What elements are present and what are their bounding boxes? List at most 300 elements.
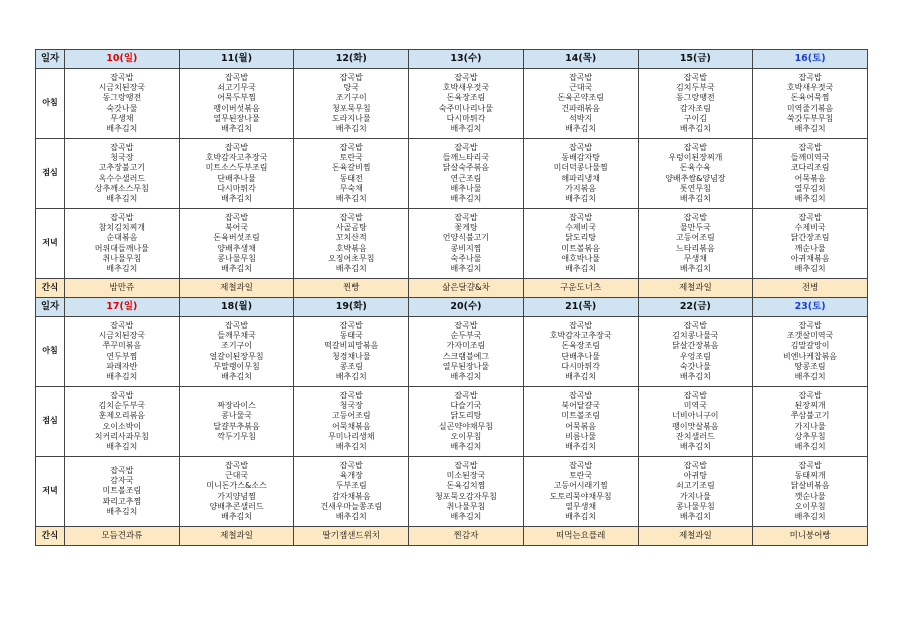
menu-item: 김치순두부국 <box>98 401 146 411</box>
day-header: 19(화) <box>294 298 409 317</box>
menu-item: 닭도리탕 <box>450 411 482 421</box>
menu-item: 닭도리탕 <box>565 233 597 243</box>
menu-item: 잡곡밥 <box>224 142 249 152</box>
menu-item: 배추김치 <box>565 511 597 521</box>
breakfast-row <box>36 69 868 139</box>
day-header: 15(금) <box>638 50 753 69</box>
date-label: 일자 <box>36 50 65 69</box>
menu-item: 돈육버섯조림 <box>213 233 260 243</box>
menu-item: 취나물무침 <box>446 501 486 511</box>
menu-item: 잡곡밥 <box>798 390 822 400</box>
menu-item: 잡곡밥 <box>683 142 707 152</box>
lunch-cell <box>409 387 524 457</box>
menu-item: 수제비국 <box>794 223 826 233</box>
breakfast-cell <box>638 317 753 387</box>
menu-item: 콩조림 <box>339 361 363 371</box>
menu-item: 물만두국 <box>679 223 711 233</box>
menu-item: 고등어시래기찜 <box>553 481 608 491</box>
menu-item: 잡곡밥 <box>339 320 363 330</box>
menu-item: 무생채 <box>683 253 707 263</box>
menu-item: 배추김치 <box>679 263 711 273</box>
menu-item: 잡곡밥 <box>224 212 249 222</box>
menu-item: 잡곡밥 <box>339 212 363 222</box>
menu-item: 비엔나케찹볶음 <box>783 351 838 361</box>
menu-item: 열무된장나물 <box>442 361 490 371</box>
breakfast-cell <box>294 69 409 139</box>
menu-item: 상추깨소스무침 <box>94 183 149 193</box>
menu-item: 잡곡밥 <box>683 320 707 330</box>
menu-item: 오이소박이 <box>102 421 142 431</box>
day-header: 13(수) <box>409 50 524 69</box>
menu-item: 동그랑땡전 <box>676 93 715 103</box>
menu-item: 닭살숙주볶음 <box>442 163 490 173</box>
menu-item: 청포묵무침 <box>331 103 371 113</box>
menu-item: 고추장불고기 <box>98 163 146 173</box>
menu-item: 배추김치 <box>679 193 711 203</box>
menu-item: 쇠고기조림 <box>676 481 715 491</box>
menu-item: 배추김치 <box>794 123 826 133</box>
menu-item: 무말랭이무침 <box>213 361 260 371</box>
breakfast-cell <box>409 69 524 139</box>
menu-item: 미트볼조림 <box>102 486 142 496</box>
menu-item: 김치콩나물국 <box>672 331 719 341</box>
menu-item: 닭살비볶음 <box>790 481 830 491</box>
menu-item: 동그랑땡전 <box>102 93 142 103</box>
menu-item: 조기구이 <box>335 93 367 103</box>
day-header: 22(금) <box>638 298 753 317</box>
dinner-cell <box>179 209 294 279</box>
menu-item: 느타리볶음 <box>676 243 715 253</box>
menu-item: 배추김치 <box>794 441 826 451</box>
menu-item: 잡곡밥 <box>683 390 707 400</box>
menu-item: 단배추나물 <box>217 173 256 183</box>
lunch-row <box>36 139 868 209</box>
lunch-label: 점심 <box>36 139 65 209</box>
menu-item: 숙갓나물 <box>106 103 138 113</box>
breakfast-cell <box>179 69 294 139</box>
day-header: 16(토) <box>753 50 868 69</box>
snack-cell: 미니붕어빵 <box>753 527 868 546</box>
snack-cell: 떠먹는요플레 <box>523 527 638 546</box>
menu-item: 언양식불고기 <box>442 233 490 243</box>
menu-item: 잡곡밥 <box>683 212 707 222</box>
menu-item: 근대국 <box>224 471 249 481</box>
breakfast-cell <box>523 317 638 387</box>
menu-item: 돈육수육 <box>679 163 711 173</box>
lunch-cell <box>65 387 180 457</box>
menu-item: 오이무침 <box>794 501 826 511</box>
menu-item: 육개장 <box>339 471 363 481</box>
snack-row <box>36 527 868 546</box>
menu-item: 어묵두부찜 <box>217 93 256 103</box>
menu-item: 잡곡밥 <box>569 142 593 152</box>
lunch-cell <box>409 139 524 209</box>
menu-item: 건새우마늘쫑조림 <box>320 501 383 511</box>
menu-item: 해파리냉채 <box>561 173 600 183</box>
date-label: 일자 <box>36 298 65 317</box>
menu-item: 고등어조림 <box>331 411 371 421</box>
menu-item: 배추나물 <box>450 183 482 193</box>
menu-item: 연두부찜 <box>106 351 138 361</box>
lunch-label: 점심 <box>36 387 65 457</box>
dinner-cell <box>753 457 868 527</box>
menu-item: 배추김치 <box>221 263 253 273</box>
breakfast-cell <box>638 69 753 139</box>
menu-item: 된장찌개 <box>794 401 826 411</box>
menu-item: 닭살간장볶음 <box>672 341 719 351</box>
menu-item: 미더덕콩나물찜 <box>553 163 608 173</box>
lunch-cell <box>638 387 753 457</box>
lunch-cell <box>638 139 753 209</box>
menu-item: 콩나물무침 <box>217 253 256 263</box>
lunch-cell <box>523 139 638 209</box>
menu-item: 청경채나물 <box>331 351 371 361</box>
menu-item: 시금치된장국 <box>98 331 146 341</box>
menu-item: 우엉조림 <box>679 351 711 361</box>
menu-item: 두부조림 <box>335 481 367 491</box>
menu-item: 배추김치 <box>335 193 367 203</box>
menu-item: 미소된장국 <box>446 471 486 481</box>
menu-item: 톳연무침 <box>679 183 711 193</box>
menu-item: 배추김치 <box>450 263 482 273</box>
menu-item: 아귀채볶음 <box>790 253 830 263</box>
menu-item: 호박새우젓국 <box>442 83 490 93</box>
menu-item: 배추김치 <box>450 441 482 451</box>
menu-item: 열무김치 <box>794 183 826 193</box>
dinner-cell <box>294 209 409 279</box>
menu-item: 잡곡밥 <box>798 320 822 330</box>
menu-item: 양배추콘샐러드 <box>209 501 264 511</box>
menu-item: 배추김치 <box>106 371 138 381</box>
menu-item: 다시마튀각 <box>217 183 256 193</box>
menu-item: 꼬치산적 <box>335 233 367 243</box>
menu-item: 시금치된장국 <box>98 83 146 93</box>
menu-item: 순대볶음 <box>106 233 138 243</box>
menu-item: 동태국 <box>339 331 363 341</box>
menu-item: 잡곡밥 <box>224 320 249 330</box>
lunch-cell <box>179 387 294 457</box>
menu-item: 잡곡밥 <box>110 390 134 400</box>
menu-item: 땅콩조림 <box>794 361 826 371</box>
menu-item: 석박지 <box>569 113 593 123</box>
menu-item: 잡곡밥 <box>569 320 593 330</box>
snack-cell: 딸기잼샌드위치 <box>294 527 409 546</box>
menu-item: 배추김치 <box>679 441 711 451</box>
day-header: 11(월) <box>179 50 294 69</box>
menu-item: 잡곡밥 <box>110 465 134 475</box>
dinner-row <box>36 457 868 527</box>
menu-item: 콩비지찜 <box>450 243 482 253</box>
menu-item: 건파래볶음 <box>561 103 600 113</box>
menu-item: 근대국 <box>569 83 593 93</box>
menu-item: 호박볶음 <box>335 243 367 253</box>
menu-item: 어묵채볶음 <box>331 421 371 431</box>
menu-item: 무생채 <box>110 113 134 123</box>
snack-cell: 찐빵 <box>294 279 409 298</box>
menu-item: 양배추생채 <box>217 243 256 253</box>
breakfast-cell <box>65 317 180 387</box>
menu-item: 머위대들깨나물 <box>94 243 149 253</box>
menu-item: 청국장 <box>110 153 134 163</box>
menu-item: 잡곡밥 <box>683 72 707 82</box>
menu-item: 돈육김치찜 <box>446 481 486 491</box>
dinner-cell <box>638 457 753 527</box>
menu-item: 배추김치 <box>106 123 138 133</box>
menu-item: 배추김치 <box>106 506 138 516</box>
lunch-cell <box>753 139 868 209</box>
day-header: 18(월) <box>179 298 294 317</box>
weekly-menu-table <box>35 49 868 546</box>
menu-item: 잡곡밥 <box>683 460 707 470</box>
menu-item: 돈육갈비찜 <box>331 163 371 173</box>
menu-item: 북어국 <box>224 223 249 233</box>
menu-item: 떡갈비피망볶음 <box>324 341 379 351</box>
menu-item: 잡곡밥 <box>454 390 478 400</box>
menu-item: 잡곡밥 <box>339 142 363 152</box>
menu-item: 어묵볶음 <box>565 421 597 431</box>
menu-item: 무숙채 <box>339 183 363 193</box>
lunch-cell <box>753 387 868 457</box>
menu-item: 감자채볶음 <box>331 491 371 501</box>
menu-item: 쭈삼불고기 <box>790 411 830 421</box>
snack-cell: 제철과일 <box>179 527 294 546</box>
menu-item: 열무된장나물 <box>213 113 260 123</box>
menu-item: 배추김치 <box>221 511 253 521</box>
menu-item: 단배추나물 <box>561 351 600 361</box>
menu-item: 배추김치 <box>221 193 253 203</box>
menu-item: 청국장 <box>339 401 363 411</box>
menu-item: 배추김치 <box>679 371 711 381</box>
lunch-cell <box>294 139 409 209</box>
menu-item: 오이무침 <box>450 431 482 441</box>
dinner-cell <box>638 209 753 279</box>
menu-item: 배추김치 <box>450 511 482 521</box>
lunch-cell <box>523 387 638 457</box>
menu-item: 잡곡밥 <box>569 390 593 400</box>
menu-item: 배추김치 <box>565 371 597 381</box>
menu-item: 쑥갓두부무침 <box>786 113 834 123</box>
menu-item: 팽이맛살볶음 <box>672 421 719 431</box>
dinner-cell <box>179 457 294 527</box>
menu-item: 훈제오리볶음 <box>98 411 146 421</box>
menu-item: 치커리사과무침 <box>94 431 149 441</box>
menu-item: 잡곡밥 <box>454 212 478 222</box>
menu-item: 감자조림 <box>679 103 711 113</box>
menu-item: 비름나물 <box>565 431 597 441</box>
breakfast-label: 아침 <box>36 69 65 139</box>
menu-item: 배추김치 <box>679 123 711 133</box>
snack-label: 간식 <box>36 279 65 298</box>
menu-item: 미니돈가스&소스 <box>206 481 267 491</box>
menu-item: 호박새우젓국 <box>786 83 834 93</box>
menu-item: 잡곡밥 <box>110 142 134 152</box>
menu-item: 닭간장조림 <box>790 233 830 243</box>
menu-item: 들깨무채국 <box>217 331 256 341</box>
menu-item: 달걀부추볶음 <box>213 421 260 431</box>
day-header: 12(화) <box>294 50 409 69</box>
dinner-cell <box>753 209 868 279</box>
menu-item: 미트볼조림 <box>561 411 600 421</box>
menu-item: 구이김 <box>683 113 707 123</box>
menu-item: 배추김치 <box>221 123 253 133</box>
menu-item: 배추김치 <box>565 441 597 451</box>
menu-item: 파래자반 <box>106 361 138 371</box>
menu-item: 잡곡밥 <box>798 460 822 470</box>
menu-item: 도라지나물 <box>331 113 371 123</box>
menu-item: 들깨느타리국 <box>442 153 490 163</box>
date-header-row <box>36 298 868 317</box>
dinner-cell <box>294 457 409 527</box>
menu-item: 꽈리고추찜 <box>102 496 142 506</box>
menu-item: 쭈꾸미볶음 <box>102 341 142 351</box>
breakfast-cell <box>179 317 294 387</box>
menu-item: 돈육어묵찜 <box>790 93 830 103</box>
menu-item: 짜장라이스 <box>217 401 256 411</box>
menu-item: 가지나물 <box>794 421 826 431</box>
menu-item: 깨순나물 <box>794 243 826 253</box>
menu-item: 배추김치 <box>794 511 826 521</box>
menu-item: 잡곡밥 <box>224 72 249 82</box>
menu-item: 콩나물무침 <box>676 501 715 511</box>
breakfast-cell <box>753 69 868 139</box>
menu-item: 돈육장조림 <box>446 93 486 103</box>
menu-item: 코다리조림 <box>790 163 830 173</box>
menu-item: 배추김치 <box>679 511 711 521</box>
lunch-cell <box>179 139 294 209</box>
menu-item: 잡곡밥 <box>110 72 134 82</box>
breakfast-label: 아침 <box>36 317 65 387</box>
menu-item: 배추김치 <box>565 263 597 273</box>
snack-cell: 찐감자 <box>409 527 524 546</box>
menu-item: 돈육곤약조림 <box>557 93 604 103</box>
menu-item: 숙주나물 <box>450 253 482 263</box>
dinner-row <box>36 209 868 279</box>
snack-cell: 전병 <box>753 279 868 298</box>
menu-item: 배추김치 <box>335 123 367 133</box>
lunch-cell <box>294 387 409 457</box>
menu-item: 잡곡밥 <box>339 390 363 400</box>
menu-item: 잡곡밥 <box>798 142 822 152</box>
menu-item: 잡곡밥 <box>454 142 478 152</box>
menu-item: 얼갈이된장무침 <box>209 351 264 361</box>
menu-item: 어묵볶음 <box>794 173 826 183</box>
menu-item: 연근조림 <box>450 173 482 183</box>
menu-item: 다시마튀각 <box>561 361 600 371</box>
lunch-row <box>36 387 868 457</box>
menu-item: 돈육장조림 <box>561 341 600 351</box>
menu-item: 토란국 <box>569 471 593 481</box>
menu-item: 잡곡밥 <box>110 212 134 222</box>
menu-item: 스크램블에그 <box>442 351 490 361</box>
day-header: 10(일) <box>65 50 180 69</box>
dinner-label: 저녁 <box>36 457 65 527</box>
menu-item: 김치두부국 <box>676 83 715 93</box>
snack-cell: 모듬견과류 <box>65 527 180 546</box>
day-header: 17(일) <box>65 298 180 317</box>
day-header: 21(목) <box>523 298 638 317</box>
menu-item: 잔치샐러드 <box>676 431 715 441</box>
dinner-cell <box>523 457 638 527</box>
menu-item: 잡곡밥 <box>110 320 134 330</box>
menu-item: 오징어초무침 <box>328 253 375 263</box>
menu-item: 잡곡밥 <box>454 460 478 470</box>
snack-cell: 밤만쥬 <box>65 279 180 298</box>
menu-item: 가지나물 <box>679 491 711 501</box>
menu-item: 숙주미나리나물 <box>438 103 494 113</box>
menu-item: 배추김치 <box>221 371 253 381</box>
snack-cell: 삶은달걀&차 <box>409 279 524 298</box>
menu-item: 잡곡밥 <box>569 72 593 82</box>
menu-item: 배추김치 <box>335 371 367 381</box>
dinner-label: 저녁 <box>36 209 65 279</box>
menu-item: 배추김치 <box>106 263 138 273</box>
snack-cell: 제철과일 <box>179 279 294 298</box>
menu-item: 너비아니구이 <box>672 411 719 421</box>
menu-item: 배추김치 <box>106 441 138 451</box>
menu-item: 도토리묵야채무침 <box>549 491 612 501</box>
menu-item: 실곤약야채무침 <box>438 421 494 431</box>
lunch-cell <box>65 139 180 209</box>
menu-item: 숙갓나물 <box>679 361 711 371</box>
menu-item: 배추김치 <box>565 123 597 133</box>
menu-item: 가지양념찜 <box>217 491 256 501</box>
menu-item: 배추김치 <box>450 193 482 203</box>
menu-item: 잡곡밥 <box>569 212 593 222</box>
menu-item: 쇠고기무국 <box>217 83 256 93</box>
breakfast-cell <box>523 69 638 139</box>
menu-item: 동태찌개 <box>794 471 826 481</box>
menu-item: 잡곡밥 <box>798 212 822 222</box>
menu-item: 꽃게탕 <box>454 223 478 233</box>
breakfast-cell <box>753 317 868 387</box>
menu-item: 참치김치찌개 <box>98 223 146 233</box>
day-header: 14(목) <box>523 50 638 69</box>
menu-item: 무미나리생채 <box>328 431 375 441</box>
menu-item: 청포묵오감자무침 <box>435 491 497 501</box>
menu-item: 팽이버섯볶음 <box>213 103 260 113</box>
menu-item: 배추김치 <box>565 193 597 203</box>
menu-item: 미역국 <box>683 401 707 411</box>
menu-item: 동태전 <box>339 173 363 183</box>
dinner-cell <box>65 209 180 279</box>
menu-item: 배추김치 <box>794 371 826 381</box>
menu-item: 호박감자고추장국 <box>549 331 612 341</box>
dinner-cell <box>409 457 524 527</box>
snack-cell: 제철과일 <box>638 527 753 546</box>
dinner-cell <box>409 209 524 279</box>
menu-item: 배추김치 <box>106 193 138 203</box>
menu-item: 배추김치 <box>450 123 482 133</box>
menu-item: 애호박나물 <box>561 253 600 263</box>
menu-item: 동배감자탕 <box>561 153 600 163</box>
breakfast-cell <box>409 317 524 387</box>
menu-item: 깻순나물 <box>794 491 826 501</box>
menu-item: 조갯살미역국 <box>786 331 834 341</box>
snack-cell: 구운도너츠 <box>523 279 638 298</box>
dinner-cell <box>65 457 180 527</box>
breakfast-cell <box>65 69 180 139</box>
menu-item: 배추김치 <box>335 441 367 451</box>
menu-item: 다시마튀각 <box>446 113 486 123</box>
menu-item: 잡곡밥 <box>569 460 593 470</box>
dinner-cell <box>523 209 638 279</box>
menu-item: 잡곡밥 <box>798 72 822 82</box>
menu-item: 가자미조림 <box>446 341 486 351</box>
menu-item: 미트소스두부조림 <box>205 163 268 173</box>
breakfast-row <box>36 317 868 387</box>
menu-item: 들깨미역국 <box>790 153 830 163</box>
menu-item: 호박감자고추장국 <box>205 153 268 163</box>
